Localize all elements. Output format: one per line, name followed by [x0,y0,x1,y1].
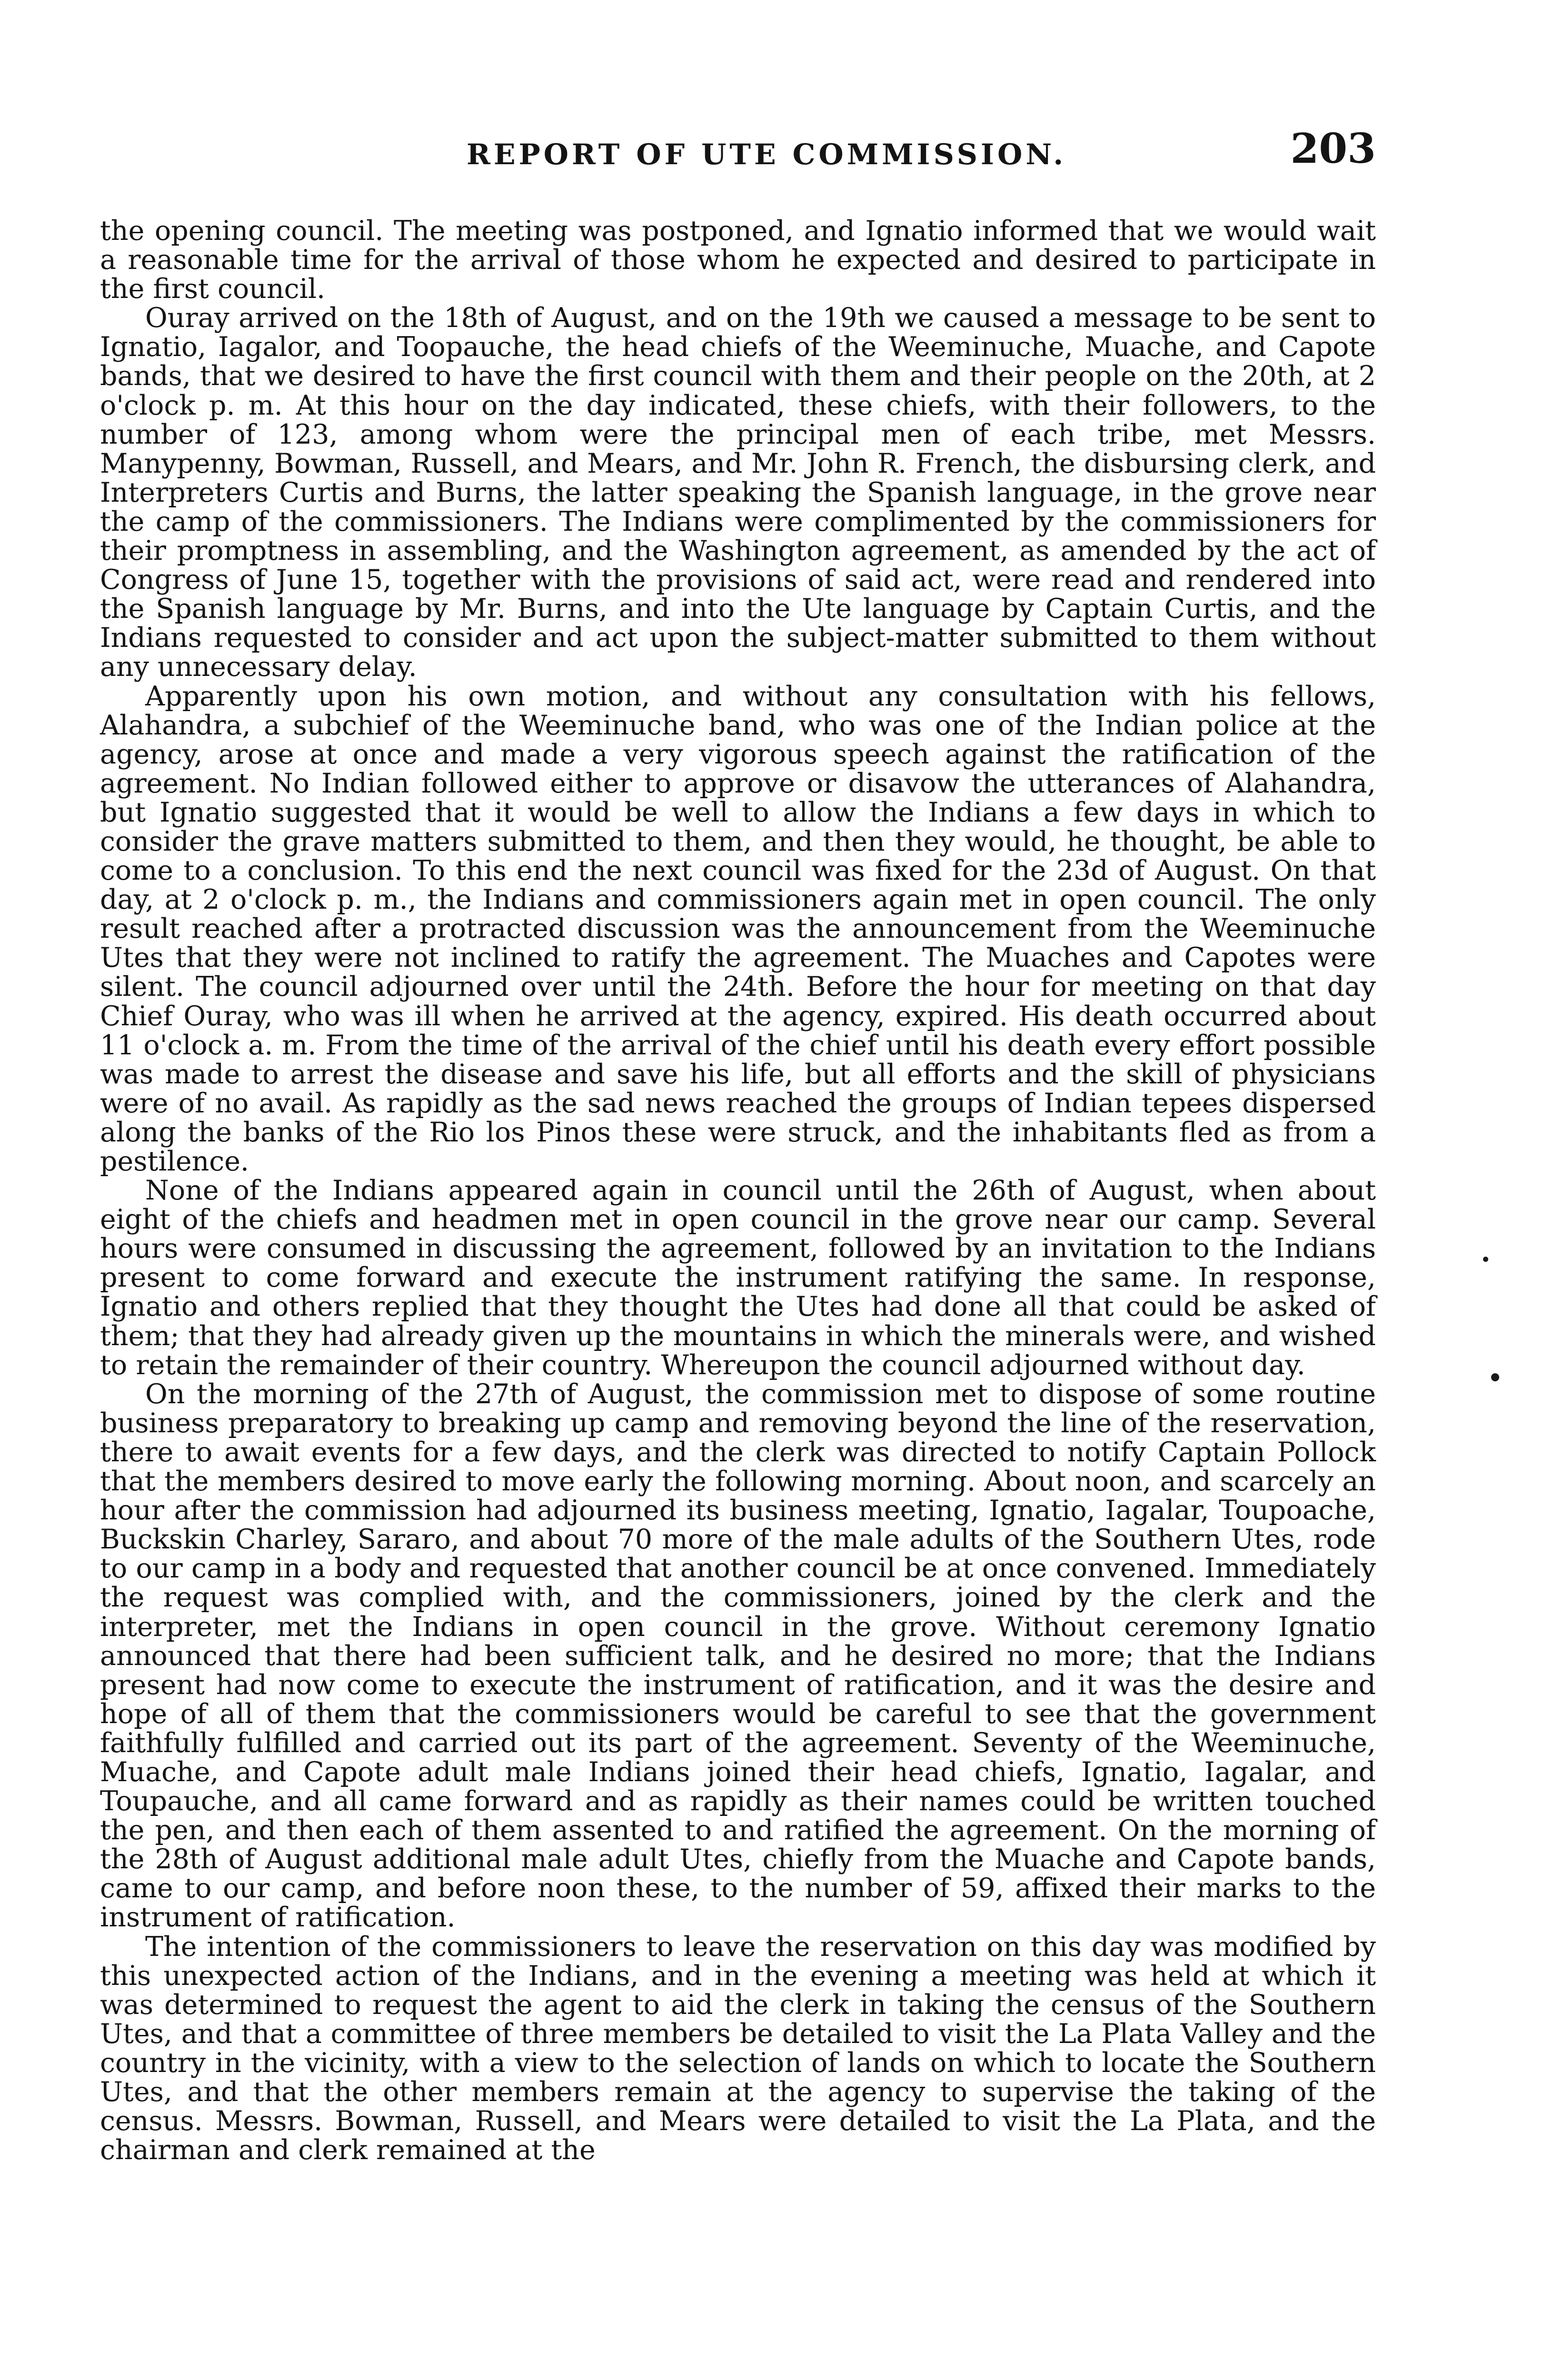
page-header [100,125,1376,182]
paragraph-council-26th: None of the Indians appeared again in council until the 26th of August, when about eight of the chiefs and headmen met in open council in the grove near our camp. Several hours were consumed in discussing the agreement, followed by an invitation to the Indians present to come forward and execute the instrument ratifying the same. In response, Ignatio and others replied that they thought the Utes had done all that could be asked of them; that they had already given up the mountains in which the minerals were, and wished to retain the remainder of their country. Whereupon the council adjourned without day. [100,1175,1376,1381]
paragraph-ratification: On the morning of the 27th of August, the commission met to dispose of some routine business preparatory to breaking up camp and removing beyond the line of the reservation, there to await events for a few days, and the clerk was directed to notify Captain Pollock that the members desired to move early the following morning. About noon, and scarcely an hour after the commission had adjourned its business meeting, Ignatio, Iagalar, Toupoache, Buckskin Charley, Sararo, and about 70 more of the male adults of the Southern Utes, rode to our camp in a body and requested that another council be at once convened. Immediately the request was complied with, and the commissioners, joined by the clerk and the interpreter, met the Indians in open council in the grove. Without ceremony Ignatio announced that there had been sufficient talk, and he desired no more; that the Indians present had now come to execute the instrument of ratification, and it was the desire and hope of all of them that the commissioners would be careful to see that the government faithfully fulfilled and carried out its part of the agreement. Seventy of the Weeminuche, Muache, and Capote adult male Indians joined their head chiefs, Ignatio, Iagalar, and Toupauche, and all came forward and as rapidly as their names could be written touched the pen, and then each of them assented to and ratified the agreement. On the morning of the 28th of August additional male adult Utes, chiefly from the Muache and Capote bands, came to our camp, and before noon these, to the number of 59, affixed their marks to the instrument of ratification. [100,1378,1376,1934]
paragraph-alahandra-speech: Apparently upon his own motion, and without any consultation with his fellows, Alahandra, a subchief of the Weeminuche band, who was one of the Indian police at the agency, arose at once and made a very vigorous speech against the ratification of the agreement. No Indian followed either to approve or disavow the utterances of Alahandra, but Ignatio suggested that it would be well to allow the Indians a few days in which to consider the grave matters submitted to them, and then they would, he thought, be able to come to a conclusion. To this end the next council was fixed for the 23d of August. On that day, at 2 o'clock p. m., the Indians and commissioners again met in open council. The only result reached after a protracted discussion was the announcement from the Weeminuche Utes that they were not inclined to ratify the agreement. The Muaches and Capotes were silent. The council adjourned over until the 24th. Before the hour for meeting on that day Chief Ouray, who was ill when he arrived at the agency, expired. His death occurred about 11 o'clock a. m. From the time of the arrival of the chief until his death every effort possible was made to arrest the disease and save his life, but all efforts and the skill of physicians were of no avail. As rapidly as the sad news reached the groups of Indian tepees dispersed along the banks of the Rio los Pinos these were struck, and the inhabitants fled as from a pestilence. [100,680,1376,1177]
paragraph-continuation: the opening council. The meeting was postponed, and Ignatio informed that we would wait a reasonable time for the arrival of those whom he expected and desired to participate in the first council. [100,215,1376,305]
report-body [100,217,1376,2165]
running-title: REPORT OF UTE COMMISSION. [467,138,1067,171]
margin-dot [1491,1373,1499,1381]
paragraph-ouray-arrival: Ouray arrived on the 18th of August, and on the 19th we caused a message to be sent to Ignatio, Iagalor, and Toopauche, the head chiefs of the Weeminuche, Muache, and Capote bands, that we desired to have the first council with them and their people on the 20th, at 2 o'clock p. m. At this hour on the day indicated, these chiefs, with their followers, to the number of 123, among whom were the principal men of each tribe, met Messrs. Manypenny, Bowman, Russell, and Mears, and Mr. John R. French, the disbursing clerk, and Interpreters Curtis and Burns, the latter speaking the Spanish language, in the grove near the camp of the commissioners. The Indians were complimented by the commissioners for their promptness in assembling, and the Washington agreement, as amended by the act of Congress of June 15, together with the provisions of said act, were read and rendered into the Spanish language by Mr. Burns, and into the Ute language by Captain Curtis, and the Indians requested to consider and act upon the subject-matter submitted to them without any unnecessary delay. [100,302,1376,683]
page-number: 203 [1290,125,1376,173]
paragraph-census-committee: The intention of the commissioners to leave the reservation on this day was modified by this unexpected action of the Indians, and in the evening a meeting was held at which it was determined to request the agent to aid the clerk in taking the census of the Southern Utes, and that a committee of three members be detailed to visit the La Plata Valley and the country in the vicinity, with a view to the selection of lands on which to locate the Southern Utes, and that the other members remain at the agency to supervise the taking of the census. Messrs. Bowman, Russell, and Mears were detailed to visit the La Plata, and the chairman and clerk remained at the [100,1931,1376,2166]
margin-speck [1483,1257,1488,1262]
